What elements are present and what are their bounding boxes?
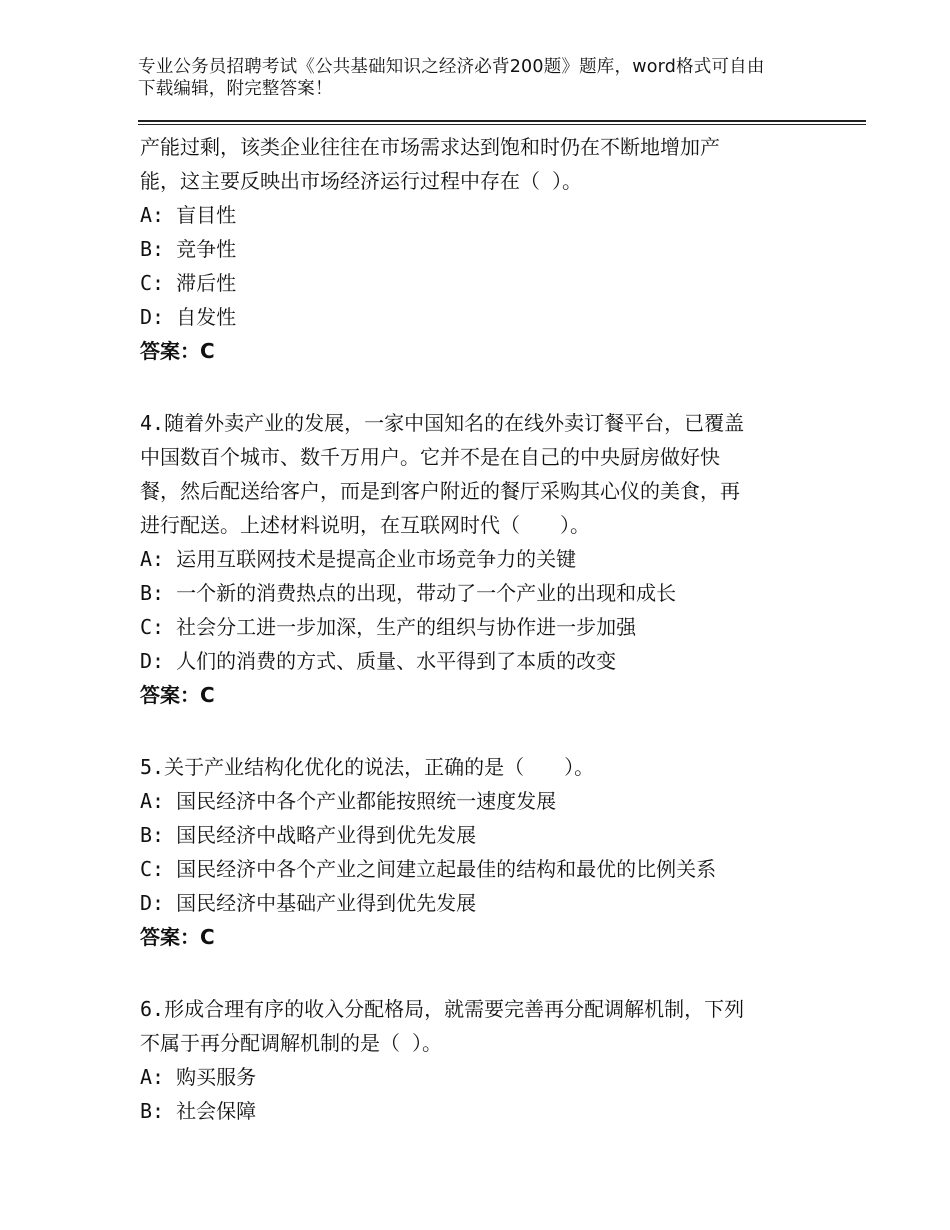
option-b: B: 社会保障 [140, 1099, 257, 1123]
option-c: C: 滞后性 [140, 271, 237, 295]
option-a: A: 盲目性 [140, 203, 237, 227]
question-stem-line: 能，这主要反映出市场经济运行过程中存在（ ）。 [140, 169, 583, 193]
option-a: A: 运用互联网技术是提高企业市场竞争力的关键 [140, 547, 577, 571]
question-stem-line: 6.形成合理有序的收入分配格局，就需要完善再分配调解机制，下列 [140, 997, 745, 1021]
spacer [140, 954, 810, 992]
spacer [140, 368, 810, 406]
option-a: A: 国民经济中各个产业都能按照统一速度发展 [140, 789, 557, 813]
answer-line: 答案：C [140, 683, 215, 707]
question-stem-line: 4.随着外卖产业的发展，一家中国知名的在线外卖订餐平台，已覆盖 [140, 411, 745, 435]
question-4 [140, 406, 810, 712]
option-c: C: 国民经济中各个产业之间建立起最佳的结构和最优的比例关系 [140, 857, 717, 881]
spacer [140, 712, 810, 750]
question-5 [140, 750, 810, 954]
option-c: C: 社会分工进一步加深，生产的组织与协作进一步加强 [140, 615, 637, 639]
question-stem-line: 5.关于产业结构化优化的说法，正确的是（ ）。 [140, 755, 595, 779]
question-3 [140, 130, 810, 368]
question-stem-line: 中国数百个城市、数千万用户。它并不是在自己的中央厨房做好快 [140, 445, 720, 469]
question-6 [140, 992, 810, 1128]
option-b: B: 一个新的消费热点的出现，带动了一个产业的出现和成长 [140, 581, 677, 605]
header-divider-thick [138, 120, 866, 122]
option-a: A: 购买服务 [140, 1065, 257, 1089]
option-b: B: 竞争性 [140, 237, 237, 261]
page-header [138, 56, 818, 100]
question-stem-line: 不属于再分配调解机制的是（ ）。 [140, 1031, 443, 1055]
answer-line: 答案：C [140, 925, 215, 949]
header-line-2: 下载编辑，附完整答案！ [138, 79, 333, 99]
question-stem-line: 产能过剩，该类企业往往在市场需求达到饱和时仍在不断地增加产 [140, 135, 720, 159]
option-b: B: 国民经济中战略产业得到优先发展 [140, 823, 477, 847]
option-d: D: 自发性 [140, 305, 237, 329]
question-stem-line: 进行配送。上述材料说明，在互联网时代（ ）。 [140, 513, 590, 537]
header-divider-thin [138, 124, 866, 125]
header-line-1: 专业公务员招聘考试《公共基础知识之经济必背200题》题库，word格式可自由 [138, 57, 765, 77]
question-stem-line: 餐，然后配送给客户，而是到客户附近的餐厅采购其心仪的美食，再 [140, 479, 740, 503]
answer-line: 答案：C [140, 339, 215, 363]
option-d: D: 国民经济中基础产业得到优先发展 [140, 891, 477, 915]
question-content [140, 130, 810, 1128]
option-d: D: 人们的消费的方式、质量、水平得到了本质的改变 [140, 649, 617, 673]
